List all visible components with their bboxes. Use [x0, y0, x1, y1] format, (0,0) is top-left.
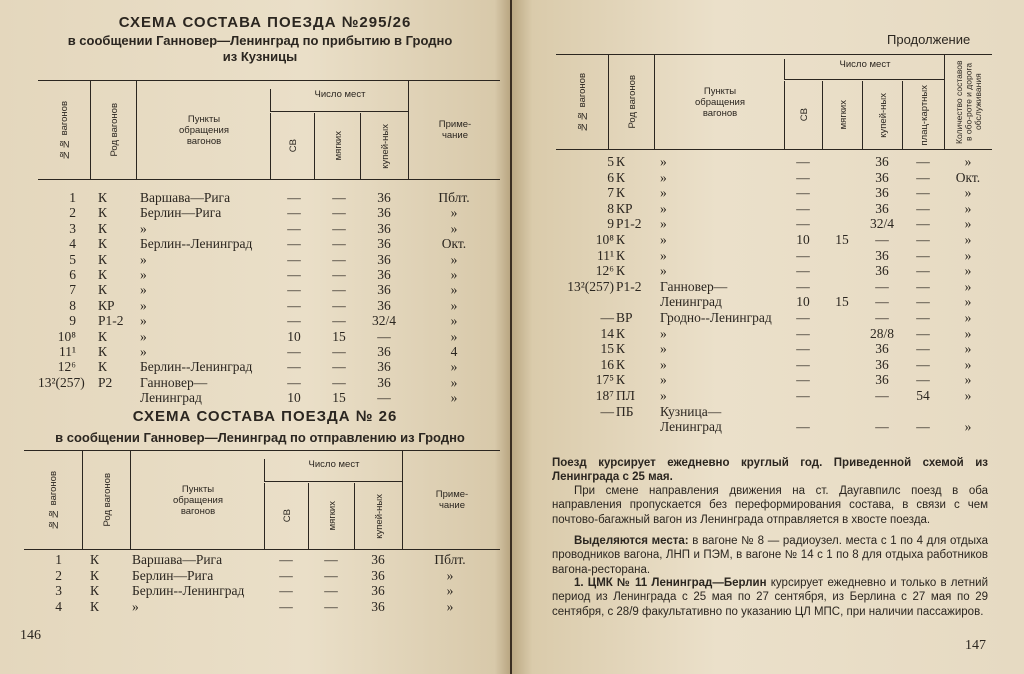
table-cell: К — [98, 267, 108, 282]
table-cell: 18⁷ — [595, 388, 614, 403]
table-cell: 36 — [875, 372, 889, 388]
table-cell: К — [98, 328, 108, 344]
table-cell: К — [616, 372, 626, 388]
table-cell: » — [140, 297, 147, 313]
table-cell: 15 — [332, 390, 346, 406]
table-cell: КР — [616, 200, 633, 216]
table-cell: — — [279, 583, 293, 598]
table-cell: — — [875, 278, 889, 294]
table-cell: — — [796, 200, 810, 216]
table-cell: » — [660, 247, 667, 263]
table-cell: 36 — [371, 583, 385, 598]
table-cell: 36 — [875, 263, 889, 279]
table-cell: Ганновер— — [140, 374, 208, 390]
table1-header — [38, 80, 500, 180]
table-cell: » — [964, 247, 972, 263]
table-cell: — — [324, 598, 338, 614]
table-cell: — — [916, 310, 930, 325]
table-cell: — — [796, 419, 810, 435]
table-cell: 36 — [875, 169, 889, 185]
table-cell: — — [796, 341, 810, 357]
table-cell: 36 — [371, 567, 385, 583]
table-cell: 36 — [377, 297, 391, 313]
table-cell: » — [964, 419, 972, 435]
table-cell: 9 — [69, 313, 76, 329]
table-cell: Р1-2 — [616, 216, 642, 232]
table-cell: — — [600, 403, 614, 419]
table-cell: » — [964, 325, 972, 341]
table-cell: » — [964, 185, 972, 201]
table-cell: — — [916, 263, 930, 279]
table-cell: — — [796, 154, 810, 169]
table-cell: » — [450, 390, 458, 406]
table-cell: » — [450, 328, 458, 344]
continuation-label: Продолжение — [887, 32, 971, 47]
table-cell: К — [90, 598, 100, 614]
table-cell: 36 — [875, 200, 889, 216]
table-cell: » — [660, 200, 667, 216]
table-cell: » — [964, 232, 972, 247]
header-note: Приме-чание — [408, 81, 501, 179]
table-cell: — — [279, 567, 293, 583]
table-cell: 32/4 — [371, 313, 396, 329]
table-cell: 36 — [875, 356, 889, 372]
table-cell: — — [916, 419, 930, 435]
table-cell: КР — [98, 297, 115, 313]
table-cell: — — [875, 294, 889, 310]
table-cell: К — [98, 251, 108, 267]
table-cell: — — [287, 313, 301, 329]
table-cell: 36 — [875, 247, 889, 263]
table-cell: 16 — [600, 356, 614, 372]
table-cell: » — [450, 282, 458, 298]
table-cell: — — [279, 598, 293, 614]
table-cell: — — [796, 263, 810, 279]
table2-title: СХЕМА СОСТАВА ПОЕЗДА № 26 — [132, 408, 398, 425]
table-cell: » — [660, 216, 667, 232]
table-cell: » — [660, 388, 667, 403]
header-coupe: купей-ных — [360, 113, 409, 179]
table-cell: К — [98, 344, 108, 359]
table-cell: — — [796, 169, 810, 185]
table-cell: Пблт. — [434, 552, 466, 567]
table-cell: » — [964, 372, 972, 388]
table-cell: К — [98, 359, 108, 375]
table-cell: 8 — [607, 200, 614, 216]
table-cell: Окт. — [955, 169, 981, 185]
table-cell: — — [287, 344, 301, 359]
table-cell: — — [796, 216, 810, 232]
table-cell: — — [796, 185, 810, 201]
table-cell: 32/4 — [869, 216, 894, 232]
table-cell: 3 — [69, 220, 76, 236]
table-cell: » — [446, 567, 454, 583]
table-cell: » — [660, 169, 667, 185]
table-cell: — — [332, 205, 346, 221]
header-num: №№ вагонов — [58, 100, 70, 160]
table-cell: — — [377, 390, 391, 406]
table-cell: 36 — [377, 236, 391, 252]
header-seats: Число мест — [270, 89, 409, 112]
header-soft: мягких — [822, 81, 863, 149]
table-cell: 10⁸ — [595, 232, 614, 247]
table-cell: К — [90, 552, 100, 567]
table-cell: — — [916, 247, 930, 263]
header-note: Приме-чание — [402, 451, 501, 549]
table-cell: 4 — [55, 598, 62, 614]
table-cell: 3 — [55, 583, 62, 598]
table-cell: 15 — [835, 232, 849, 247]
table-cell: — — [287, 297, 301, 313]
table-cell: — — [916, 325, 930, 341]
table-cell: » — [964, 388, 972, 403]
table-cell: 10 — [796, 232, 810, 247]
table-cell: 13²(257) — [567, 278, 614, 294]
table-cell: » — [660, 356, 667, 372]
table-cell: Варшава—Рига — [132, 552, 223, 567]
table-cell: 10 — [287, 328, 301, 344]
table-cell: 12⁶ — [57, 359, 76, 375]
table-cell: 1 — [55, 552, 62, 567]
table-cell: » — [140, 344, 147, 359]
table-cell: » — [132, 598, 139, 614]
para-places-lead: Выделяются места: — [574, 535, 689, 547]
table-cell: — — [796, 325, 810, 341]
table-cell: 15 — [835, 294, 849, 310]
table-cell: — — [332, 251, 346, 267]
table-cell: » — [446, 583, 454, 598]
table-cell: Ленинград — [140, 390, 202, 406]
table-cell: Р2 — [98, 374, 113, 390]
table-cell: 36 — [371, 552, 385, 567]
table-cell: » — [660, 232, 667, 247]
header-sv: СВ — [270, 113, 315, 179]
table-cell: 36 — [377, 282, 391, 298]
table-cell: 8 — [69, 297, 76, 313]
header-type: Род вагонов — [608, 55, 655, 149]
table-cell: » — [446, 598, 454, 614]
para-cmk-text: курсирует ежедневно и только в летний период из Ленинграда с 25 мая по 27 сентября, из Берлина с 27 мая по 29 сентября, с 28/9 факультативно по указанию ЦЛ МПС, при наличии пассажиров. — [552, 577, 988, 618]
table-cell: — — [796, 278, 810, 294]
table-cell: 36 — [377, 344, 391, 359]
table-cell: » — [964, 356, 972, 372]
table-cell: Берлин--Ленинград — [132, 583, 245, 598]
table-cell: К — [98, 190, 108, 205]
table-cell: — — [796, 310, 810, 325]
right-page — [512, 0, 1024, 674]
header-type: Род вагонов — [90, 81, 137, 179]
table-cell: 4 — [450, 344, 458, 359]
table-cell: 11¹ — [596, 247, 614, 263]
table-cell: » — [140, 282, 147, 298]
table-cell: » — [450, 267, 458, 282]
table-cell: 36 — [377, 220, 391, 236]
table-cell: — — [875, 232, 889, 247]
table-cell: — — [377, 328, 391, 344]
table-cell: 10 — [796, 294, 810, 310]
table-cell: — — [324, 583, 338, 598]
table1-subtitle-1: в сообщении Ганновер—Ленинград по прибытию в Гродно — [67, 33, 453, 48]
table-cell: К — [616, 232, 626, 247]
table-cell: » — [660, 263, 667, 279]
para-schedule: Поезд курсирует ежедневно круглый год. Приведенной схемой из Ленинграда с 25 мая. — [552, 457, 988, 484]
table-cell: К — [616, 154, 626, 169]
table-cell: Р1-2 — [616, 278, 642, 294]
table-cell: » — [140, 220, 147, 236]
table-cell: — — [916, 216, 930, 232]
table-cell: К — [616, 341, 626, 357]
table-cell: — — [875, 310, 889, 325]
table-cell: » — [450, 359, 458, 375]
table-cell: — — [332, 359, 346, 375]
table-cell: 36 — [377, 205, 391, 221]
table-cell: 6 — [69, 267, 76, 282]
table-cell: — — [287, 220, 301, 236]
header-count: Количество составов в обо-роте и дорога обслуживания — [944, 55, 993, 149]
table-cell: К — [616, 247, 626, 263]
table-cell: Окт. — [441, 236, 467, 252]
table-cell: К — [616, 263, 626, 279]
table-cell: 4 — [69, 236, 76, 252]
table-cell: 2 — [69, 205, 76, 221]
table-cell: » — [964, 154, 972, 169]
table-cell: 5 — [607, 154, 614, 169]
table1-title: СХЕМА СОСТАВА ПОЕЗДА №295/26 — [118, 14, 412, 31]
table-cell: 36 — [377, 359, 391, 375]
table-cell: Ленинград — [660, 294, 722, 310]
table-cell: Р1-2 — [98, 313, 124, 329]
table-cell: 15 — [332, 328, 346, 344]
table-cell: — — [332, 220, 346, 236]
table-cell: 36 — [377, 374, 391, 390]
table-cell: К — [616, 185, 626, 201]
table-cell: 13²(257) — [38, 374, 85, 390]
header-type: Род вагонов — [82, 451, 131, 549]
table-cell: Пблт. — [438, 190, 470, 205]
table-cell: — — [332, 313, 346, 329]
table-cell: — — [287, 282, 301, 298]
table-cell: » — [660, 372, 667, 388]
table-cell: » — [660, 341, 667, 357]
table-cell: — — [287, 251, 301, 267]
table-cell: — — [875, 419, 889, 435]
table-cell: » — [964, 341, 972, 357]
table-cell: 14 — [600, 325, 614, 341]
header-seats: Число мест — [264, 459, 403, 482]
table-cell: 11¹ — [58, 344, 76, 359]
table-cell: » — [964, 216, 972, 232]
table-cell: 6 — [607, 169, 614, 185]
table-cell: » — [964, 294, 972, 310]
table-cell: 10⁸ — [57, 328, 76, 344]
table-cell: К — [98, 220, 108, 236]
table-cell: — — [332, 282, 346, 298]
table-cell: 2 — [55, 567, 62, 583]
table-cell: » — [450, 251, 458, 267]
table-cell: — — [287, 374, 301, 390]
table-cell: — — [332, 344, 346, 359]
table-cell: Берлин—Рига — [140, 205, 222, 221]
left-page — [0, 0, 510, 674]
table-cell: — — [332, 297, 346, 313]
header-num: №№ вагонов — [576, 72, 588, 132]
table-cell: 36 — [377, 267, 391, 282]
page-number-right: 147 — [965, 638, 986, 653]
table-cell: — — [916, 169, 930, 185]
table-cell: — — [916, 154, 930, 169]
table-cell: 36 — [875, 185, 889, 201]
table-cell: 7 — [69, 282, 76, 298]
table-cell: Берлин--Ленинград — [140, 236, 253, 252]
table-cell: Ленинград — [660, 419, 722, 435]
para-cmk — [552, 576, 988, 619]
table-cell: — — [796, 247, 810, 263]
table-cell: 17⁵ — [595, 372, 614, 388]
table-cell: ПЛ — [616, 388, 635, 403]
table-cell: — — [287, 359, 301, 375]
para-cmk-lead: 1. ЦМК № 11 Ленинград—Берлин — [574, 577, 767, 589]
table-cell: » — [964, 200, 972, 216]
table-cell: 10 — [287, 390, 301, 406]
table-cell: — — [916, 200, 930, 216]
table-cell: 1 — [69, 190, 76, 205]
table-cell: — — [332, 236, 346, 252]
table-cell: — — [796, 388, 810, 403]
header-points: Пункты обращения вагонов — [130, 451, 265, 549]
table-cell: К — [90, 567, 100, 583]
table-cell: — — [324, 552, 338, 567]
table-cell: 7 — [607, 185, 614, 201]
table-cell: — — [916, 356, 930, 372]
table-cell: » — [964, 310, 972, 325]
table-cell: 36 — [371, 598, 385, 614]
table-cell: — — [287, 267, 301, 282]
table-cell: — — [916, 294, 930, 310]
table-cell: 54 — [916, 388, 930, 403]
table-cell: ВР — [616, 310, 633, 325]
table-cell: » — [660, 154, 667, 169]
header-coupe: купей-ных — [354, 483, 403, 549]
table-cell: 36 — [875, 154, 889, 169]
header-sv: СВ — [784, 81, 823, 149]
table-cell: » — [964, 278, 972, 294]
table-cell: К — [616, 356, 626, 372]
table2-subtitle: в сообщении Ганновер—Ленинград по отправлению из Гродно — [55, 430, 465, 445]
table-cell: 28/8 — [869, 325, 894, 341]
table-cell: » — [450, 313, 458, 329]
header-points: Пункты обращения вагонов — [136, 81, 271, 179]
table-cell: ПБ — [616, 403, 634, 419]
table-cell: К — [90, 583, 100, 598]
table-cell: » — [450, 297, 458, 313]
table-cell: 12⁶ — [595, 263, 614, 279]
table-cell: » — [450, 220, 458, 236]
table-cell: — — [324, 567, 338, 583]
table-cell: — — [875, 388, 889, 403]
para-places — [552, 534, 988, 577]
table-cell: К — [616, 325, 626, 341]
table3-header — [556, 54, 992, 150]
header-seats: Число мест — [784, 59, 945, 80]
table-cell: 36 — [875, 341, 889, 357]
table-cell: 5 — [69, 251, 76, 267]
table-cell: — — [796, 356, 810, 372]
table-cell: — — [332, 374, 346, 390]
table-cell: Гродно--Ленинград — [660, 310, 772, 325]
table-cell: » — [660, 185, 667, 201]
page-number-left: 146 — [20, 628, 41, 643]
header-coupe: купей-ных — [862, 81, 903, 149]
table-cell: » — [964, 263, 972, 279]
table-cell: » — [140, 328, 147, 344]
para-direction: При смене направления движения на ст. Даугавпилс поезд в оба направления пропускается без переформирования состава, в связи с чем почтово-багажный вагон из Ленинграда отправляется в хвосте поезда. — [552, 485, 988, 526]
header-soft: мягких — [308, 483, 355, 549]
table2-header — [24, 450, 500, 550]
table-cell: — — [332, 267, 346, 282]
table-cell: — — [916, 372, 930, 388]
table-cell: » — [450, 205, 458, 221]
table-cell: Варшава—Рига — [140, 190, 231, 205]
table-cell: » — [140, 251, 147, 267]
table-cell: — — [916, 232, 930, 247]
table-cell: — — [287, 236, 301, 252]
table-cell: Кузница— — [660, 403, 722, 419]
table-cell: — — [287, 190, 301, 205]
table-cell: Берлин--Ленинград — [140, 359, 253, 375]
table-cell: К — [98, 236, 108, 252]
table-cell: К — [98, 282, 108, 298]
table-cell: К — [98, 205, 108, 221]
table-cell: 15 — [600, 341, 614, 357]
header-num: №№ вагонов — [47, 470, 59, 530]
table-cell: 9 — [607, 216, 614, 232]
table-cell: 36 — [377, 251, 391, 267]
table-cell: — — [796, 372, 810, 388]
table-cell: — — [916, 185, 930, 201]
table-cell: — — [279, 552, 293, 567]
table-cell: — — [332, 190, 346, 205]
table-cell: Ганновер— — [660, 278, 728, 294]
table-cell: » — [660, 325, 667, 341]
table-cell: — — [916, 278, 930, 294]
table-cell: — — [287, 205, 301, 221]
table-cell: Берлин—Рига — [132, 567, 214, 583]
table1-subtitle-2: из Кузницы — [222, 49, 298, 64]
table-cell: — — [916, 341, 930, 357]
table-cell: 36 — [377, 190, 391, 205]
header-points: Пункты обращения вагонов — [654, 55, 785, 149]
table-cell: К — [616, 169, 626, 185]
header-soft: мягких — [314, 113, 361, 179]
header-sv: СВ — [264, 483, 309, 549]
header-plats: плац-картных — [902, 81, 945, 149]
table-cell: » — [450, 374, 458, 390]
table-cell: » — [140, 267, 147, 282]
table-cell: — — [600, 310, 614, 325]
table-cell: » — [140, 313, 147, 329]
para-places-text: в вагоне № 8 — радиоузел. места с 1 по 4 для отдыха проводников вагона, ЛНП и ПЭМ, в вагоне № 14 с 1 по 8 для отдыха работников вагона-ресторана. — [552, 535, 988, 576]
